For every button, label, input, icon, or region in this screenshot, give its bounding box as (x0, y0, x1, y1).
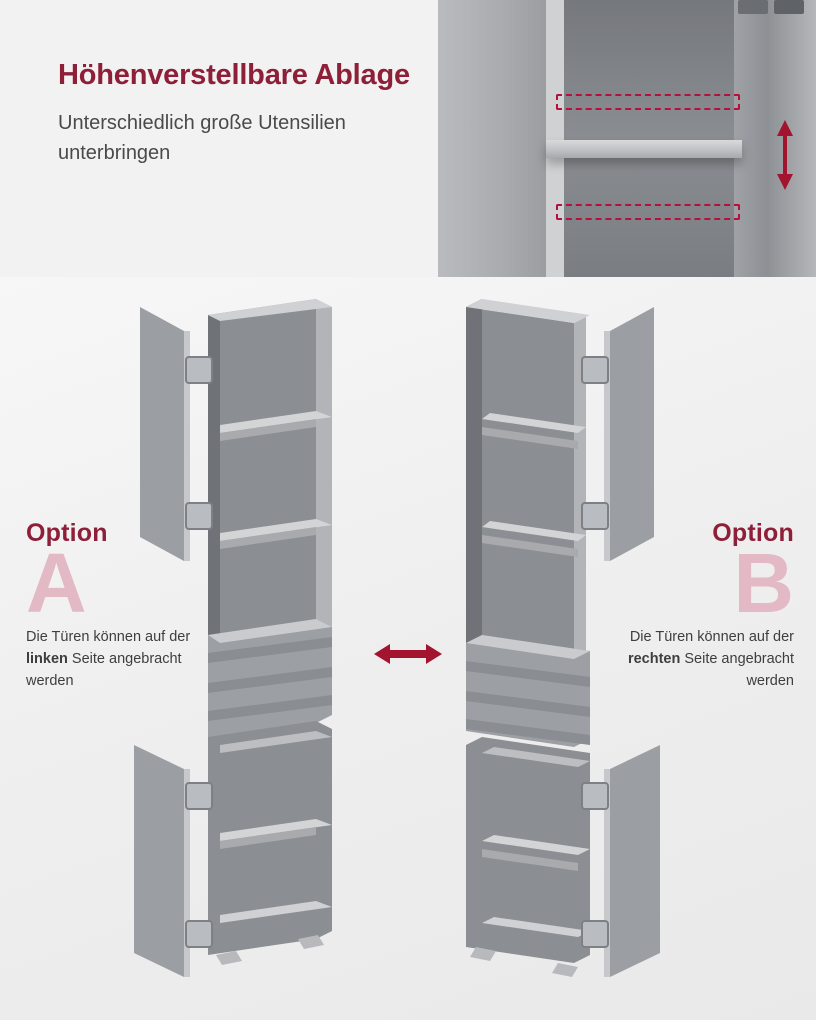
photo-wall (438, 0, 546, 277)
shelf-position-marker-upper (556, 94, 740, 110)
cabinet-b-drawer-unit (466, 635, 590, 747)
cabinet-illustration-option-a (120, 297, 365, 987)
cabinet-a-upper-carcass (208, 299, 332, 665)
shelf-adjustment-photo (438, 0, 816, 277)
option-a-desc-pre: Die Türen können auf der (26, 629, 191, 645)
cabinet-b-lower-carcass (466, 737, 590, 963)
photo-hinge-one (738, 0, 768, 14)
option-a-letter: A (26, 536, 87, 630)
page-subtitle: Unterschiedlich große Utensilien unterbringen (58, 112, 346, 164)
top-panel (0, 0, 816, 277)
top-text-block (58, 56, 438, 168)
double-arrow-horizontal-icon (372, 640, 444, 668)
option-a-desc-bold: linken (26, 651, 68, 667)
cabinet-a-drawer-unit (208, 619, 332, 739)
option-b-letter: B (733, 536, 794, 630)
cabinet-illustration-option-b (448, 297, 693, 987)
vertical-double-arrow-icon (774, 118, 796, 192)
shelf-position-marker-lower (556, 204, 740, 220)
cabinet-a-lower-carcass (208, 721, 332, 955)
option-b-desc-bold: rechten (627, 651, 681, 667)
cabinet-b-lower-door (604, 745, 660, 977)
cabinet-b-upper-door (604, 307, 654, 561)
photo-cabinet-back (564, 0, 734, 277)
photo-adjustable-shelf (546, 140, 742, 158)
photo-hinge-two (774, 0, 804, 14)
cabinet-a-lower-door (134, 745, 190, 977)
photo-cabinet-interior (564, 0, 734, 277)
photo-cabinet-side (546, 0, 564, 277)
option-b-label: Option (712, 519, 794, 547)
bottom-panel (0, 277, 816, 1020)
page-title: Höhenverstellbare Ablage (58, 59, 410, 91)
option-a-desc-post: Seite angebracht werden (26, 651, 182, 689)
option-b-desc-post: Seite angebracht werden (680, 651, 794, 689)
cabinet-a-upper-door (140, 307, 190, 561)
option-b-desc-pre: Die Türen können auf der (629, 629, 794, 645)
cabinet-b-upper-carcass (466, 299, 590, 673)
option-a-label: Option (26, 519, 108, 547)
